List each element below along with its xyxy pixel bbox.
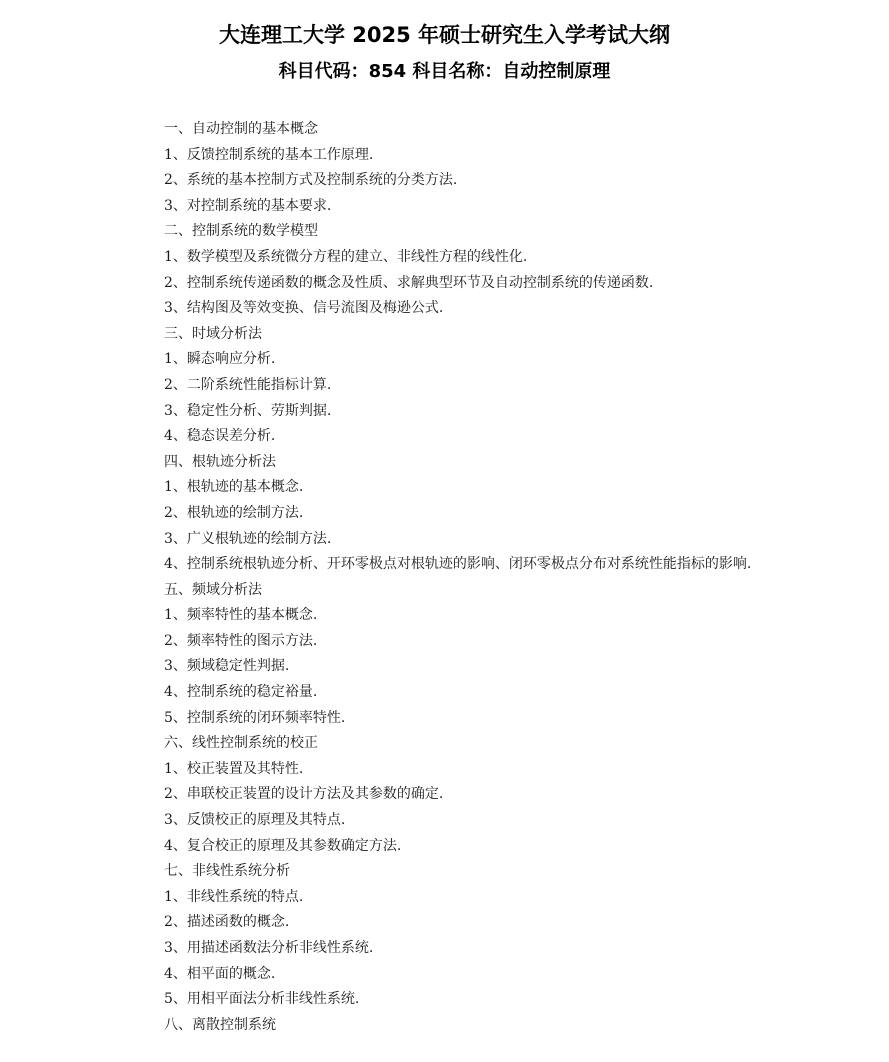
syllabus-item: 2、二阶系统性能指标计算. [164,376,332,393]
syllabus-item: 1、数学模型及系统微分方程的建立、非线性方程的线性化. [164,248,528,265]
syllabus-item: 4、控制系统根轨迹分析、开环零极点对根轨迹的影响、闭环零极点分布对系统性能指标的影响. [164,556,752,573]
syllabus-item: 4、稳态误差分析. [164,428,276,445]
syllabus-item: 1、根轨迹的基本概念. [164,479,304,496]
syllabus-item: 3、反馈校正的原理及其特点. [164,812,346,829]
syllabus-item: 3、广义根轨迹的绘制方法. [164,530,332,547]
syllabus-item: 1、频率特性的基本概念. [164,607,318,624]
syllabus-item: 1、瞬态响应分析. [164,351,276,368]
document-subtitle: 科目代码：854 科目名称：自动控制原理 [278,61,611,82]
syllabus-item: 2、根轨迹的绘制方法. [164,504,304,521]
syllabus-item: 2、串联校正装置的设计方法及其参数的确定. [164,786,444,803]
section-heading: 一、自动控制的基本概念 [164,121,318,137]
syllabus-item: 4、相平面的概念. [164,965,276,982]
section-heading: 五、频域分析法 [164,581,262,598]
syllabus-item: 2、控制系统传递函数的概念及性质、求解典型环节及自动控制系统的传递函数. [164,274,654,291]
syllabus-item: 1、非线性系统的特点. [164,888,304,905]
section-heading: 三、时域分析法 [164,325,262,342]
syllabus-item: 2、系统的基本控制方式及控制系统的分类方法. [164,172,458,189]
syllabus-item: 4、控制系统的稳定裕量. [164,684,318,701]
syllabus-item: 2、描述函数的概念. [164,914,290,931]
syllabus-item: 3、对控制系统的基本要求. [164,197,332,214]
syllabus-item: 3、用描述函数法分析非线性系统. [164,940,374,956]
section-heading: 七、非线性系统分析 [164,863,290,880]
syllabus-outline [132,117,762,1038]
section-heading: 四、根轨迹分析法 [164,453,276,470]
syllabus-item: 3、结构图及等效变换、信号流图及梅逊公式. [164,300,444,317]
syllabus-item: 2、频率特性的图示方法. [164,632,318,649]
syllabus-item: 5、用相平面法分析非线性系统. [164,991,360,1008]
section-heading: 二、控制系统的数学模型 [164,223,318,240]
section-heading: 八、离散控制系统 [164,1016,276,1033]
document-title: 大连理工大学 2025 年硕士研究生入学考试大纲 [218,23,671,47]
syllabus-item: 1、反馈控制系统的基本工作原理. [164,146,374,163]
syllabus-item: 5、控制系统的闭环频率特性. [164,709,346,726]
syllabus-item: 4、复合校正的原理及其参数确定方法. [164,837,402,854]
syllabus-item: 3、频域稳定性判据. [164,658,290,675]
section-heading: 六、线性控制系统的校正 [164,735,318,752]
syllabus-item: 1、校正装置及其特性. [164,760,304,777]
syllabus-item: 3、稳定性分析、劳斯判据. [164,402,332,419]
